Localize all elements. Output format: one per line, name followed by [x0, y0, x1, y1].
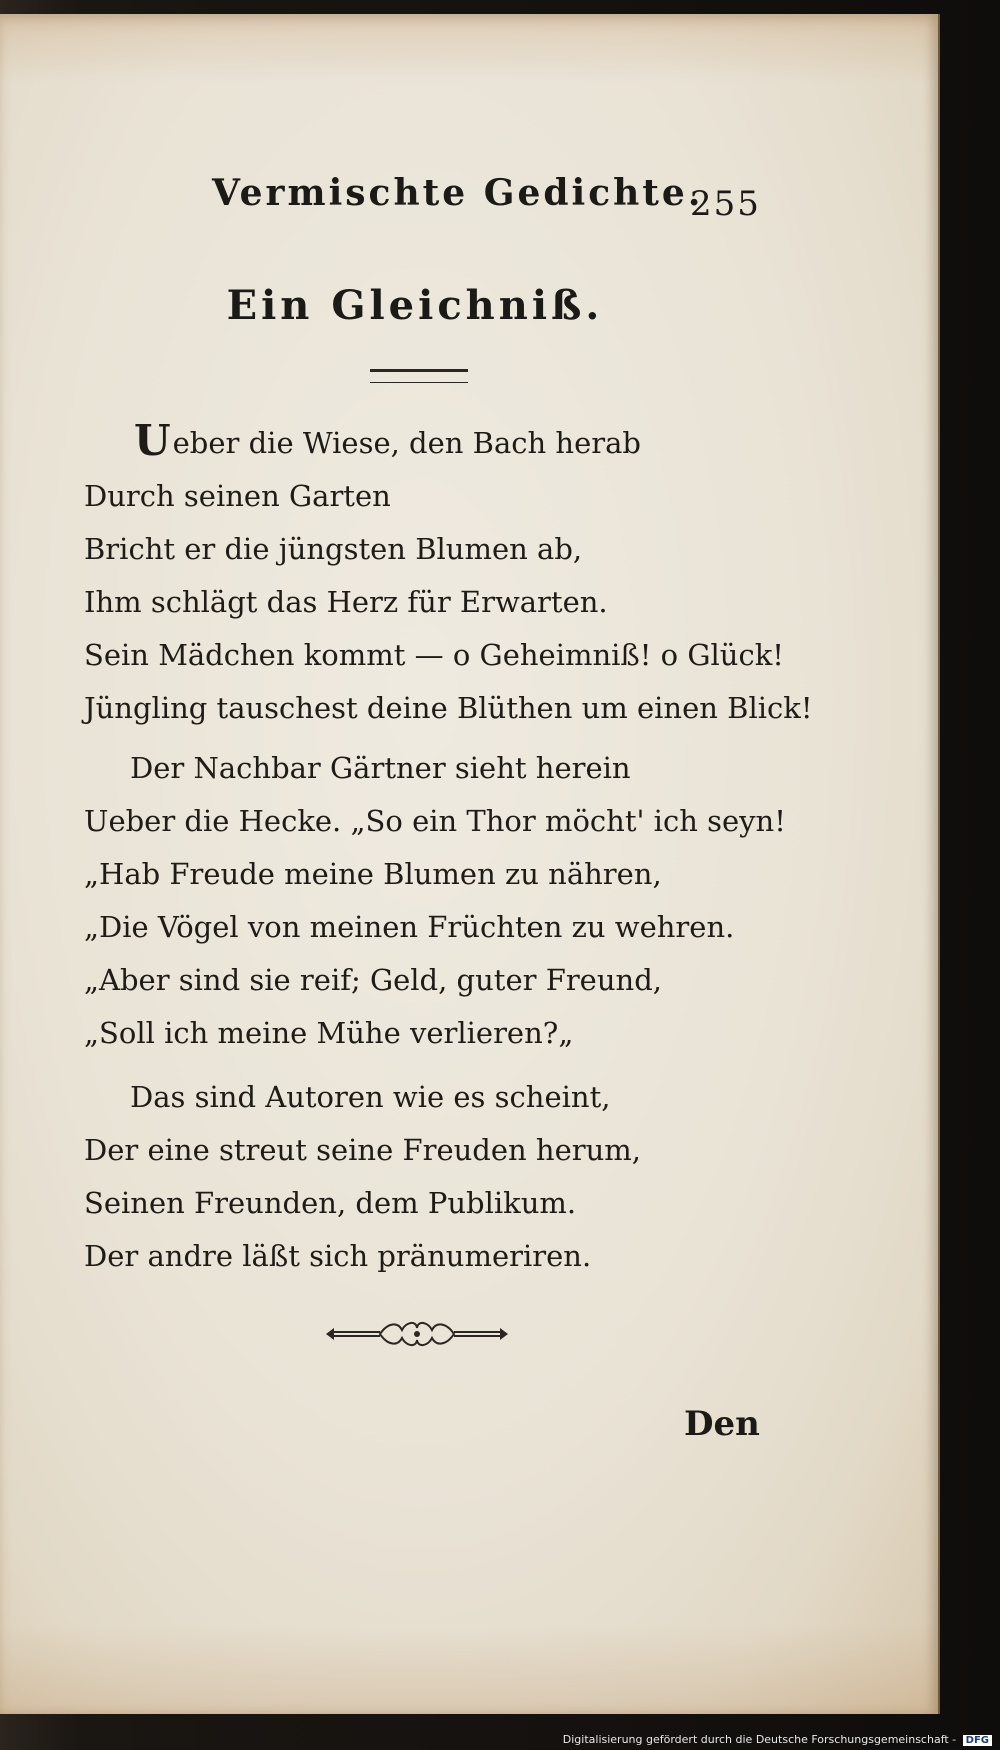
poem-line: „Hab Freude meine Blumen zu nähren, — [84, 857, 662, 891]
poem-line: Seinen Freunden, dem Publikum. — [84, 1186, 577, 1220]
poem-line: „Die Vögel von meinen Früchten zu wehren. — [84, 910, 735, 944]
poem-line: Der Nachbar Gärtner sieht herein — [130, 751, 631, 785]
poem-line: Ueber die Hecke. „So ein Thor möcht' ich seyn! — [84, 804, 786, 838]
poem-line: Der andre läßt sich pränumeriren. — [84, 1239, 592, 1273]
ornamental-divider-icon — [322, 1316, 512, 1352]
poem-line — [84, 414, 813, 470]
credit-text: Digitalisierung gefördert durch die Deutsche Forschungsgemeinschaft - — [562, 1733, 957, 1746]
running-header: Vermischte Gedichte. — [212, 172, 704, 214]
poem-line: „Aber sind sie reif; Geld, guter Freund, — [84, 963, 662, 997]
poem-line: „Soll ich meine Mühe verlieren?„ — [84, 1016, 574, 1050]
poem-line: Durch seinen Garten — [84, 479, 391, 513]
stanza-2 — [84, 742, 786, 1060]
book-page — [0, 14, 940, 1714]
stanza-3 — [84, 1071, 641, 1283]
dfg-logo: DFG — [963, 1735, 992, 1746]
page-number: 255 — [690, 184, 761, 224]
stanza-1 — [84, 414, 813, 735]
poem-line: Sein Mädchen kommt — o Geheimniß! o Glück! — [84, 638, 784, 672]
poem-line: Bricht er die jüngsten Blumen ab, — [84, 532, 583, 566]
poem-line-text: eber die Wiese, den Bach herab — [172, 426, 641, 460]
drop-cap: U — [134, 416, 171, 465]
poem-line: Der eine streut seine Freuden herum, — [84, 1133, 642, 1167]
poem-line: Jüngling tauschest deine Blüthen um einen Blick! — [84, 691, 813, 725]
poem-line: Ihm schlägt das Herz für Erwarten. — [84, 585, 608, 619]
digitization-credit — [563, 1733, 992, 1746]
catchword: Den — [684, 1404, 760, 1444]
poem-title: Ein Gleichniß. — [226, 282, 604, 329]
poem-line: Das sind Autoren wie es scheint, — [130, 1080, 611, 1114]
title-rule — [370, 369, 468, 383]
